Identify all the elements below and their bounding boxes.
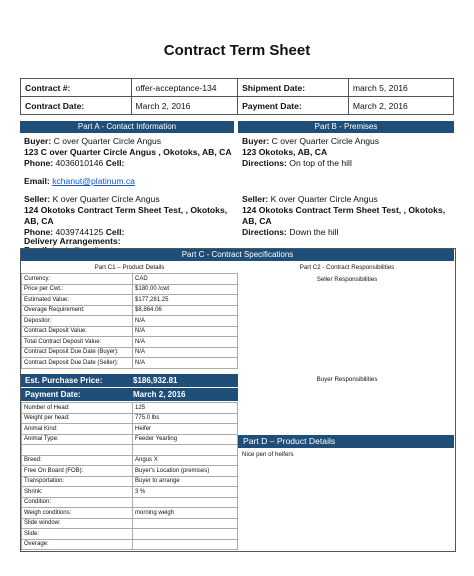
table-row: Number of Head: 125: [22, 403, 238, 414]
premises-buyer-name: C over Quarter Circle Angus: [271, 136, 380, 146]
table-row: Currency: CAD: [22, 274, 238, 285]
part-c2-title: Part C2 - Contract Responsibilities: [299, 264, 395, 271]
table-row: Shrink: 3 %: [22, 487, 238, 498]
table-row: Total Contract Deposit Value: N/A: [22, 337, 238, 348]
c-payment-date-label: Payment Date:: [25, 390, 81, 399]
seller-responsibilities-label: Seller Responsibilities: [316, 276, 378, 283]
contract-date-label: Contract Date:: [21, 97, 132, 115]
buyer-cell-label: Cell:: [105, 158, 125, 168]
table-row: Transportation: Buyer to arrange: [22, 476, 238, 487]
buyer-responsibilities-label: Buyer Responsibilities: [316, 376, 378, 383]
shipment-date-value: march 5, 2016: [348, 79, 453, 97]
buyer-email-label: Email:: [24, 176, 50, 186]
table-row: Weigh conditions: morning weigh: [22, 508, 238, 519]
contract-no-label: Contract #:: [21, 79, 132, 97]
buyer-email-link[interactable]: kchanut@platinum.ca: [52, 176, 135, 186]
premises-buyer-address: 123 Okotoks, AB, CA: [242, 147, 328, 157]
delivery-arrangements-label: Delivery Arrangements:: [24, 236, 121, 246]
payment-date-value: March 2, 2016: [348, 97, 453, 115]
part-c-header: Part C - Contract Specifications: [21, 249, 454, 261]
part-d-title: Part D – Product Details: [243, 436, 336, 446]
table-row: Contract Deposit Due Date (Buyer): N/A: [22, 347, 238, 358]
table-row: Contract Deposit Due Date (Seller): N/A: [22, 358, 238, 369]
table-row: Free On Board (FOB): Buyer's Location (premises): [22, 466, 238, 477]
table-row: Estimated Value: $177,281.25: [22, 295, 238, 306]
buyer-address: 123 C over Quarter Circle Angus , Okotoks, AB, CA: [24, 147, 232, 157]
c-payment-date-value: March 2, 2016: [133, 390, 186, 399]
table-row: Contract Deposit Value: N/A: [22, 326, 238, 337]
table-row: Slide window:: [22, 518, 238, 529]
table-row: Breed: Angus X: [22, 455, 238, 466]
table-row: Depositor: N/A: [22, 316, 238, 327]
est-purchase-price-value: $186,932.81: [133, 376, 178, 385]
table-row: Overage:: [22, 539, 238, 550]
seller-name: K over Quarter Circle Angus: [52, 194, 160, 204]
table-row: Weight per head: 775.0 lbs: [22, 413, 238, 424]
part-d-text: Nice pen of heifers: [242, 451, 294, 458]
table-row: Animal Kind: Heifer: [22, 424, 238, 435]
contract-header-table: [20, 78, 454, 115]
part-c1-title: Part C1 – Product Details: [94, 264, 165, 271]
premises-buyer-directions-label: Directions:: [242, 158, 287, 168]
contract-date-value: March 2, 2016: [131, 97, 238, 115]
part-d-header: [238, 435, 454, 448]
buyer-phone-label: Phone:: [24, 158, 54, 168]
payment-date-label: Payment Date:: [238, 97, 349, 115]
premises-seller-label: Seller:: [242, 194, 269, 204]
page-title: Contract Term Sheet: [163, 42, 311, 59]
premises-buyer-label: Buyer:: [242, 136, 270, 146]
table-row: Overage Requirement: $8,864.06: [22, 305, 238, 316]
product-details-table-1: [21, 273, 238, 369]
est-purchase-price-row: [21, 374, 238, 387]
premises-seller-directions-label: Directions:: [242, 227, 287, 237]
seller-label: Seller:: [24, 194, 51, 204]
table-row: [22, 445, 238, 456]
seller-phone: 4039744125: [55, 227, 104, 237]
table-row: Price per Cwt.: $180.00 /cwt: [22, 284, 238, 295]
premises-seller-directions: Down the hill: [289, 227, 339, 237]
table-row: Slide:: [22, 529, 238, 540]
est-purchase-price-label: Est. Purchase Price:: [25, 376, 103, 385]
part-b-header: Part B - Premises: [238, 121, 454, 133]
part-a-header: Part A - Contact Information: [20, 121, 234, 133]
table-row: Animal Type: Feeder Yearling: [22, 434, 238, 445]
buyer-phone: 4036010146: [55, 158, 104, 168]
contract-no-value: offer-acceptance-134: [131, 79, 238, 97]
seller-phone-label: Phone:: [24, 227, 54, 237]
seller-address: 124 Okotoks Contract Term Sheet Test, , Okotoks, AB, CA: [24, 205, 228, 226]
premises-seller-address: 124 Okotoks Contract Term Sheet Test, , Okotoks, AB, CA: [242, 205, 446, 226]
premises-buyer-directions: On top of the hill: [289, 158, 352, 168]
buyer-label: Buyer:: [24, 136, 52, 146]
product-details-table-2: [21, 402, 238, 550]
shipment-date-label: Shipment Date:: [238, 79, 349, 97]
premises-seller-name: K over Quarter Circle Angus: [270, 194, 378, 204]
part-b-premises: [242, 136, 454, 238]
payment-date-row: [21, 388, 238, 401]
table-row: Condition:: [22, 497, 238, 508]
seller-cell-label: Cell:: [105, 227, 125, 237]
buyer-name: C over Quarter Circle Angus: [53, 136, 162, 146]
